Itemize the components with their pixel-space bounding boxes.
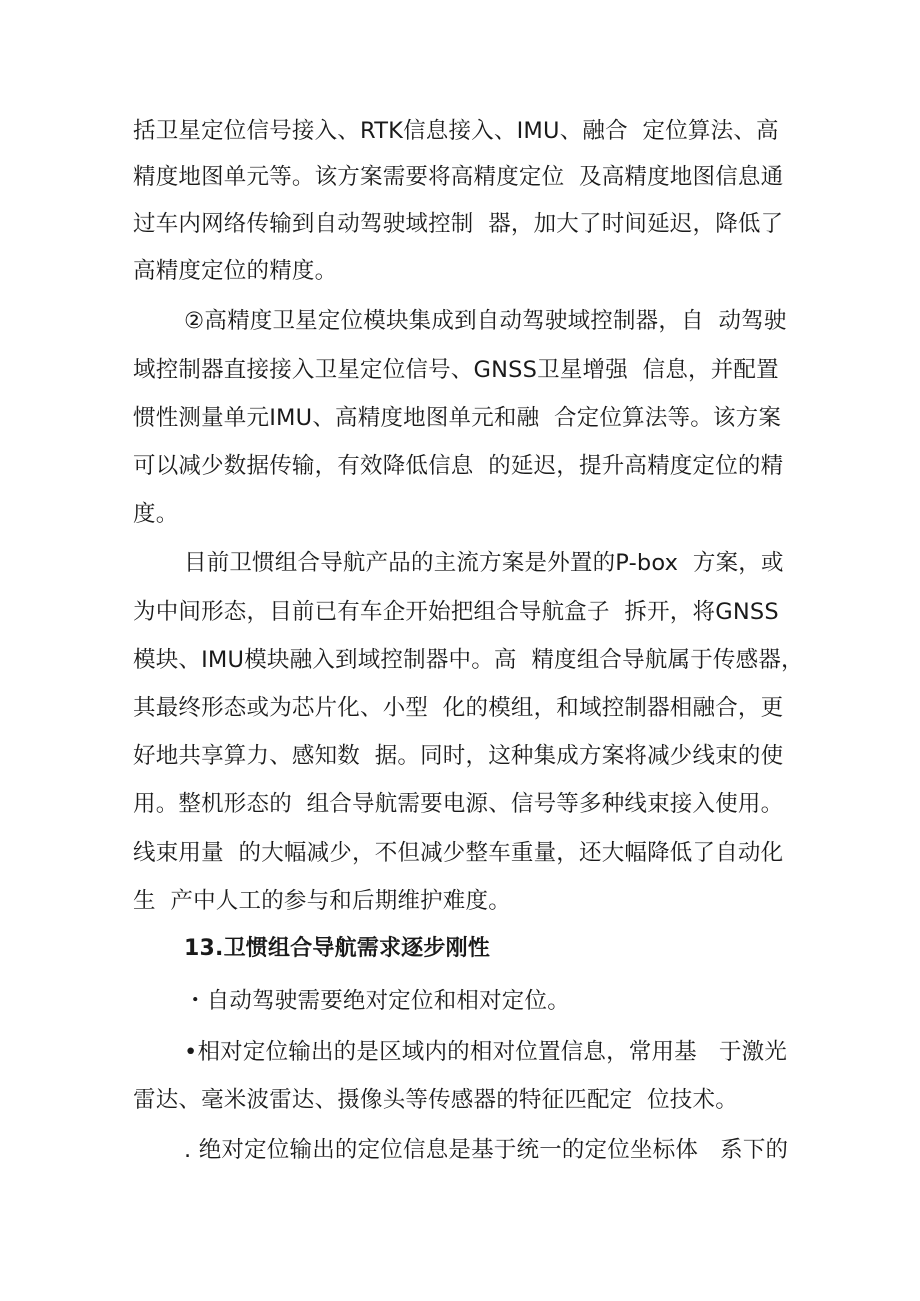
paragraph-3-line-7: 线束用量 的大幅减少，不但减少整车重量，还大幅降低了自动化 bbox=[133, 840, 784, 866]
paragraph-2-line-4: 可以减少数据传输，有效降低信息 的延迟，提升高精度定位的精 bbox=[133, 453, 784, 479]
paragraph-3-line-1: 目前卫惯组合导航产品的主流方案是外置的P-box 方案，或 bbox=[184, 550, 784, 576]
paragraph-2-line-1: ②高精度卫星定位模块集成到自动驾驶域控制器，自 动驾驶 bbox=[184, 308, 787, 334]
paragraph-2-line-5: 度。 bbox=[133, 501, 179, 527]
paragraph-2-line-3: 惯性测量单元IMU、高精度地图单元和融 合定位算法等。该方案 bbox=[133, 405, 782, 431]
paragraph-1-line-1: 括卫星定位信号接入、RTK信息接入、IMU、融合 定位算法、高 bbox=[133, 118, 779, 144]
paragraph-3-line-2: 为中间形态，目前已有车企开始把组合导航盒子 拆开，将GNSS bbox=[133, 599, 779, 625]
paragraph-3-line-3: 模块、IMU模块融入到域控制器中。高 精度组合导航属于传感器， bbox=[133, 647, 804, 673]
bullet-2-line-1: •相对定位输出的是区域内的相对位置信息，常用基 于激光 bbox=[184, 1039, 788, 1065]
bullet-1-line-1: ・自动驾驶需要绝对定位和相对定位。 bbox=[184, 988, 570, 1014]
paragraph-3-line-8: 生 产中人工的参与和后期维护难度。 bbox=[133, 888, 511, 914]
paragraph-1-line-3: 过车内网络传输到自动驾驶域控制 器，加大了时间延迟，降低了 bbox=[133, 211, 784, 237]
paragraph-1-line-2: 精度地图单元等。该方案需要将高精度定位 及高精度地图信息通 bbox=[133, 164, 784, 190]
paragraph-3-line-6: 用。整机形态的 组合导航需要电源、信号等多种线束接入使用。 bbox=[133, 791, 784, 817]
bullet-2-line-2: 雷达、毫米波雷达、摄像头等传感器的特征匹配定 位技术。 bbox=[133, 1087, 738, 1113]
paragraph-2-line-2: 域控制器直接接入卫星定位信号、GNSS卫星增强 信息，并配置 bbox=[133, 357, 779, 383]
paragraph-1-line-4: 高精度定位的精度。 bbox=[133, 258, 338, 284]
paragraph-3-line-5: 好地共享算力、感知数 据。同时，这种集成方案将减少线束的使 bbox=[133, 743, 784, 769]
section-heading: 13.卫惯组合导航需求逐步刚性 bbox=[184, 936, 490, 961]
bullet-3-line-1: . 绝对定位输出的定位信息是基于统一的定位坐标体 系下的 bbox=[184, 1137, 789, 1163]
paragraph-3-line-4: 其最终形态或为芯片化、小型 化的模组，和域控制器相融合，更 bbox=[133, 695, 784, 721]
